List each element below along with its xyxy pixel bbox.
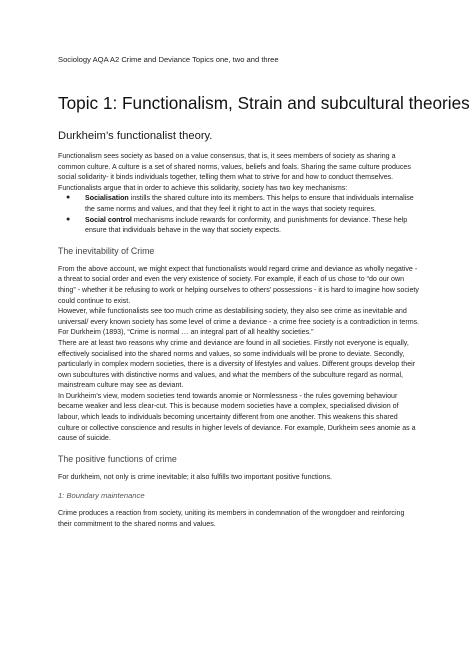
list-item-text: mechanisms include rewards for conformity, and punishments for deviance. These help ensure that individuals behave in the way that society expects. <box>85 215 408 235</box>
list-item <box>58 215 420 236</box>
section-heading-positive-functions: The positive functions of crime <box>58 453 177 464</box>
paragraph: From the above account, we might expect that functionalists would regard crime and deviance as wholly negative - a threat to social order and even the very existence of society. For example, if each of us chose to “do our own thing” - whether it be refusing to work or helping ourselves to others’ possessions - it is hard to imagine how society could continue to exist. <box>58 264 419 305</box>
term-socialisation: Socialisation <box>85 194 129 203</box>
mechanism-list <box>58 193 420 235</box>
bullet-icon: ● <box>66 194 71 202</box>
paragraph: For durkheim, not only is crime inevitable; it also fulfills two important positive functions. <box>58 472 333 481</box>
document-header: Sociology AQA A2 Crime and Deviance Topics one, two and three <box>58 55 279 64</box>
paragraph: Crime produces a reaction from society, uniting its members in condemnation of the wrongdoer and reinforcing their commitment to the shared norms and values. <box>58 509 405 529</box>
document-body <box>58 55 470 530</box>
list-item-text: instills the shared culture into its members. This helps to ensure that individuals internalise the same norms and values, and that they feel it right to act in the ways that society requires. <box>85 194 414 213</box>
paragraph: Functionalists argue that in order to achieve this solidarity, society has two key mechanisms: <box>58 183 348 192</box>
bullet-icon: ● <box>66 215 71 223</box>
paragraph: There are at least two reasons why crime and deviance are found in all societies. Firstly not everyone is equally, effectively socialised into the shared norms and values, so some individuals will be prone to deviate. Secondly, particularly in complex modern societies, there is a diversity of lifestyles and values. Different groups develop their own subcultures with distinctive norms and values, and what the members of the subculture regard as normal, mainstream culture may see as deviant. <box>58 338 416 390</box>
section-heading-durkheim: Durkheim’s functionalist theory. <box>58 130 213 142</box>
term-social-control: Social control <box>85 215 132 224</box>
paragraph: However, while functionalists see too much crime as destabilising society, they also see crime as inevitable and universal/ every known society has some level of crime a deviance - a crime free society is a contradiction in terms. For Durkheim (1893), “Crime is normal … an integral part of all healthy societies.” <box>58 307 420 337</box>
subheading-boundary-maintenance: 1: Boundary maintenance <box>58 491 145 501</box>
paragraph: In Durkheim’s view, modern societies tend towards anomie or Normlessness - the rules governing behaviour became weaker and less clear-cut. This is because modern societies have a complex, specialised division of labour, which leads to individuals becoming uncertainty different from one another. This weakens this shared culture or collective conscience and results in higher levels of deviance. For example, Durkheim sees anomie as a cause of suicide. <box>58 391 416 443</box>
paragraph: Functionalism sees society as based on a value consensus, that is, it sees members of society as sharing a common culture. A culture is a set of shared norms, values, beliefs and foals. Sharing the same culture produces social solidarity- it binds individuals together, telling them what to strive for and how to conduct themselves. <box>58 152 411 182</box>
section-heading-inevitability: The inevitability of Crime <box>58 245 155 256</box>
page-title: Topic 1: Functionalism, Strain and subcultural theories <box>58 93 470 113</box>
list-item <box>58 193 420 214</box>
